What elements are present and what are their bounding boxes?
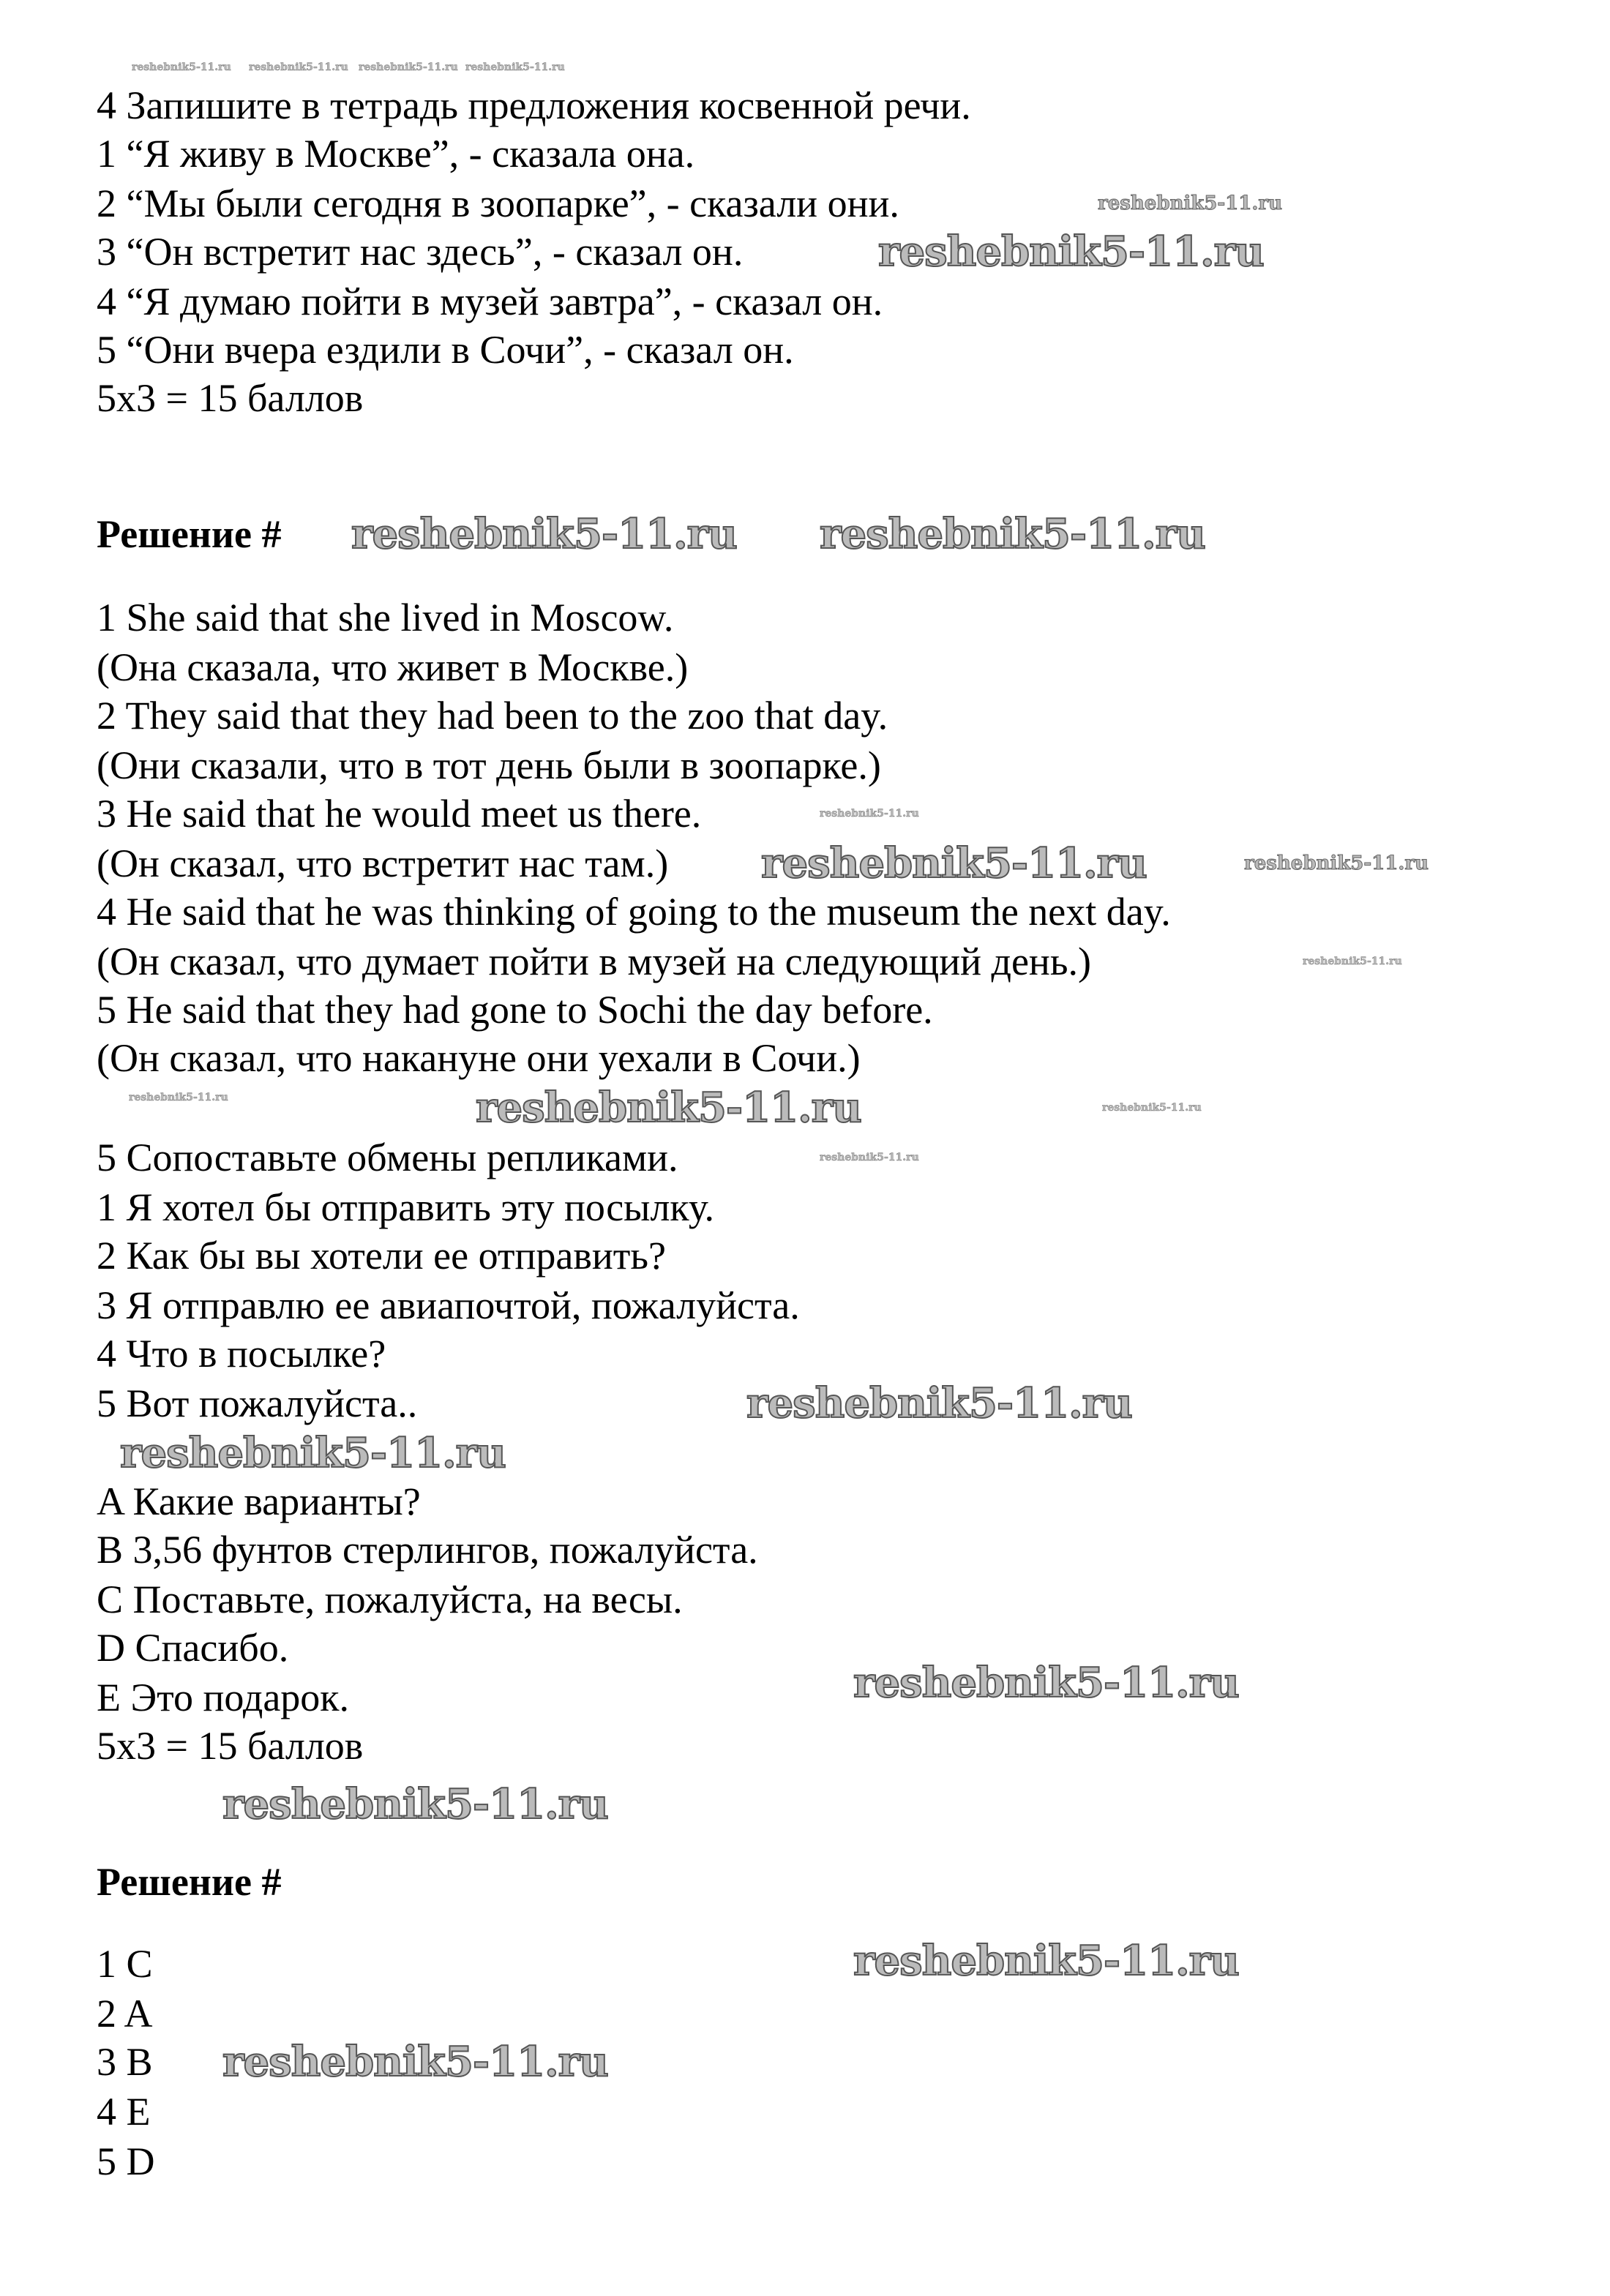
solution4-heading: Решение #: [97, 512, 282, 556]
task5-item: 1 Я хотел бы отправить эту посылку.: [97, 1185, 714, 1229]
watermark: reshebnik5-11.ru: [120, 1429, 506, 1477]
solution4-line: (Они сказали, что в тот день были в зоопарке.): [97, 743, 881, 787]
watermark: reshebnik5-11.ru: [132, 61, 231, 73]
task5-item: 4 Что в посылке?: [97, 1332, 386, 1376]
solution5-answer: 4 E: [97, 2090, 151, 2134]
solution4-line: (Он сказал, что встретит нас там.): [97, 841, 669, 885]
watermark: reshebnik5-11.ru: [129, 1092, 228, 1103]
watermark: reshebnik5-11.ru: [878, 228, 1264, 276]
solution4-line: (Он сказал, что думает пойти в музей на следующий день.): [97, 939, 1091, 983]
watermark: reshebnik5-11.ru: [351, 510, 737, 558]
task5-option: D Спасибо.: [97, 1626, 289, 1670]
watermark: reshebnik5-11.ru: [746, 1379, 1132, 1428]
watermark: reshebnik5-11.ru: [1303, 956, 1402, 967]
task5-option: E Это подарок.: [97, 1676, 350, 1719]
task4-item: 2 “Мы были сегодня в зоопарке”, - сказали они.: [97, 181, 899, 225]
watermark: reshebnik5-11.ru: [853, 1937, 1239, 1985]
solution5-answer: 2 A: [97, 1992, 153, 2036]
task5-option: A Какие варианты?: [97, 1479, 421, 1523]
solution4-line: (Он сказал, что накануне они уехали в Сочи.): [97, 1036, 861, 1080]
watermark: reshebnik5-11.ru: [222, 1780, 608, 1828]
task4-item: 3 “Он встретит нас здесь”, - сказал он.: [97, 230, 744, 274]
solution5-answer: 5 D: [97, 2139, 155, 2183]
watermark: reshebnik5-11.ru: [761, 839, 1147, 888]
watermark: reshebnik5-11.ru: [820, 1152, 919, 1163]
solution4-line: 1 She said that she lived in Moscow.: [97, 596, 674, 639]
watermark: reshebnik5-11.ru: [249, 61, 348, 73]
watermark: reshebnik5-11.ru: [465, 61, 565, 73]
task5-item: 5 Вот пожалуйста..: [97, 1381, 418, 1425]
solution5-answer: 1 C: [97, 1942, 153, 1986]
task5-option: B 3,56 фунтов стерлингов, пожалуйста.: [97, 1528, 758, 1572]
solution4-line: 4 He said that he was thinking of going to the museum the next day.: [97, 890, 1171, 934]
task5-score: 5x3 = 15 баллов: [97, 1724, 364, 1768]
watermark: reshebnik5-11.ru: [1244, 852, 1429, 874]
task4-item: 4 “Я думаю пойти в музей завтра”, - сказал он.: [97, 280, 883, 323]
solution5-heading: Решение #: [97, 1860, 282, 1904]
task5-item: 3 Я отправлю ее авиапочтой, пожалуйста.: [97, 1283, 800, 1327]
watermark: reshebnik5-11.ru: [476, 1084, 861, 1132]
task5-title: 5 Сопоставьте обмены репликами.: [97, 1136, 678, 1179]
task5-item: 2 Как бы вы хотели ее отправить?: [97, 1234, 666, 1278]
watermark: reshebnik5-11.ru: [820, 808, 919, 819]
watermark: reshebnik5-11.ru: [359, 61, 458, 73]
solution4-line: 2 They said that they had been to the zoo that day.: [97, 694, 888, 738]
task4-score: 5x3 = 15 баллов: [97, 376, 364, 420]
watermark: reshebnik5-11.ru: [1102, 1102, 1202, 1114]
solution4-line: 5 He said that they had gone to Sochi the day before.: [97, 988, 933, 1032]
task4-item: 1 “Я живу в Москве”, - сказала она.: [97, 132, 695, 176]
task4-title: 4 Запишите в тетрадь предложения косвенной речи.: [97, 83, 971, 127]
watermark: reshebnik5-11.ru: [820, 510, 1205, 558]
watermark: reshebnik5-11.ru: [222, 2038, 608, 2086]
solution4-line: 3 He said that he would meet us there.: [97, 792, 702, 836]
task5-option: C Поставьте, пожалуйста, на весы.: [97, 1577, 683, 1621]
watermark: reshebnik5-11.ru: [853, 1659, 1239, 1707]
task4-item: 5 “Они вчера ездили в Сочи”, - сказал он.: [97, 328, 794, 372]
solution5-answer: 3 B: [97, 2040, 153, 2084]
solution4-line: (Она сказала, что живет в Москве.): [97, 645, 689, 689]
watermark: reshebnik5-11.ru: [1098, 192, 1283, 214]
